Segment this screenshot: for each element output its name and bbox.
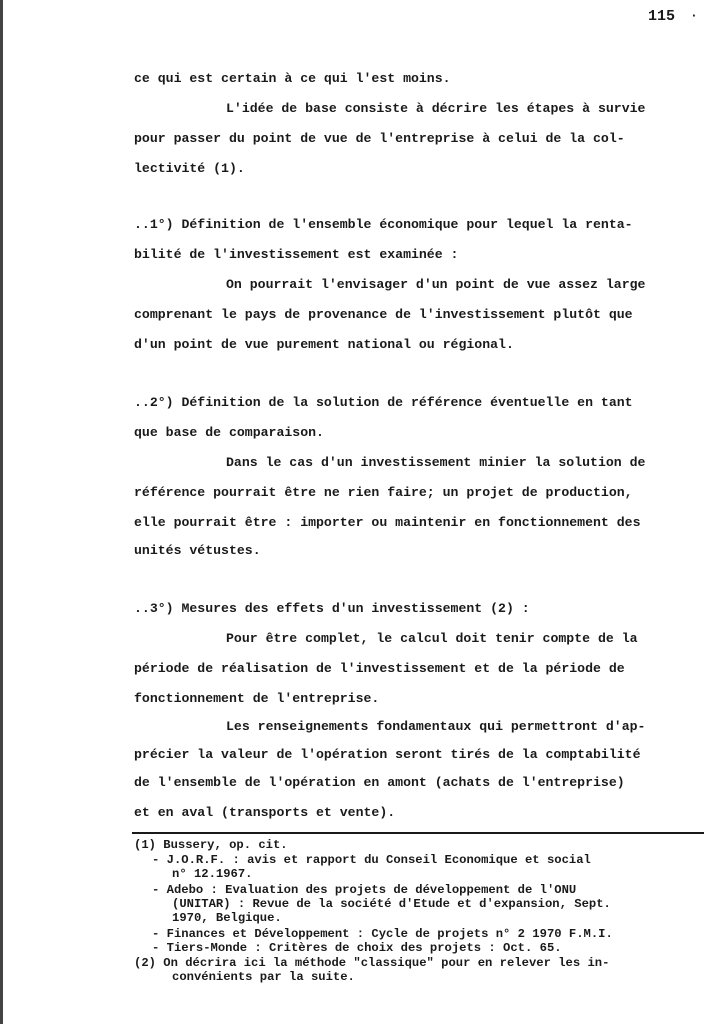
page-number: 115 bbox=[648, 8, 676, 25]
body-line: d'un point de vue purement national ou régional. bbox=[134, 337, 514, 352]
body-line: fonctionnement de l'entreprise. bbox=[134, 691, 380, 706]
footnote-line: (UNITAR) : Revue de la société d'Etude et d'expansion, Sept. bbox=[172, 897, 611, 911]
section-heading: ..1°) Définition de l'ensemble économique pour lequel la renta- bbox=[134, 217, 633, 232]
body-line: précier la valeur de l'opération seront tirés de la comptabilité bbox=[134, 747, 641, 762]
footnote-line: - Adebo : Evaluation des projets de développement de l'ONU bbox=[152, 883, 577, 897]
footnote-line: convénients par la suite. bbox=[172, 970, 355, 984]
section-heading: ..3°) Mesures des effets d'un investissement (2) : bbox=[134, 601, 530, 616]
body-line: de l'ensemble de l'opération en amont (achats de l'entreprise) bbox=[134, 775, 625, 790]
body-line: période de réalisation de l'investissement et de la période de bbox=[134, 661, 625, 676]
footnote-separator bbox=[132, 832, 704, 834]
scan-edge bbox=[0, 0, 3, 1024]
body-line: Dans le cas d'un investissement minier la solution de bbox=[226, 455, 646, 470]
section-heading: ..2°) Définition de la solution de référence éventuelle en tant bbox=[134, 395, 633, 410]
body-line: Pour être complet, le calcul doit tenir compte de la bbox=[226, 631, 638, 646]
body-line: On pourrait l'envisager d'un point de vue assez large bbox=[226, 277, 646, 292]
footnote-line: - J.O.R.F. : avis et rapport du Conseil Economique et social bbox=[152, 853, 591, 867]
body-line: référence pourrait être ne rien faire; un projet de production, bbox=[134, 485, 633, 500]
body-line: que base de comparaison. bbox=[134, 425, 324, 440]
footnote-line: (1) Bussery, op. cit. bbox=[134, 838, 288, 852]
footnote-line: n° 12.1967. bbox=[172, 867, 253, 881]
footnote-line: - Finances et Développement : Cycle de projets n° 2 1970 F.M.I. bbox=[152, 927, 613, 941]
body-line: unités vétustes. bbox=[134, 543, 261, 558]
footnote-line: 1970, Belgique. bbox=[172, 911, 282, 925]
page-mark: · bbox=[690, 8, 698, 23]
body-line: ce qui est certain à ce qui l'est moins. bbox=[134, 71, 451, 86]
body-line: lectivité (1). bbox=[134, 161, 245, 176]
body-line: bilité de l'investissement est examinée : bbox=[134, 247, 459, 262]
body-line: et en aval (transports et vente). bbox=[134, 805, 396, 820]
body-line: L'idée de base consiste à décrire les étapes à survie bbox=[226, 101, 646, 116]
body-line: elle pourrait être : importer ou maintenir en fonctionnement des bbox=[134, 515, 641, 530]
body-line: pour passer du point de vue de l'entreprise à celui de la col- bbox=[134, 131, 625, 146]
body-line: comprenant le pays de provenance de l'investissement plutôt que bbox=[134, 307, 633, 322]
footnote-line: - Tiers-Monde : Critères de choix des projets : Oct. 65. bbox=[152, 941, 562, 955]
footnote-line: (2) On décrira ici la méthode "classique" pour en relever les in- bbox=[134, 956, 610, 970]
body-line: Les renseignements fondamentaux qui permettront d'ap- bbox=[226, 719, 646, 734]
